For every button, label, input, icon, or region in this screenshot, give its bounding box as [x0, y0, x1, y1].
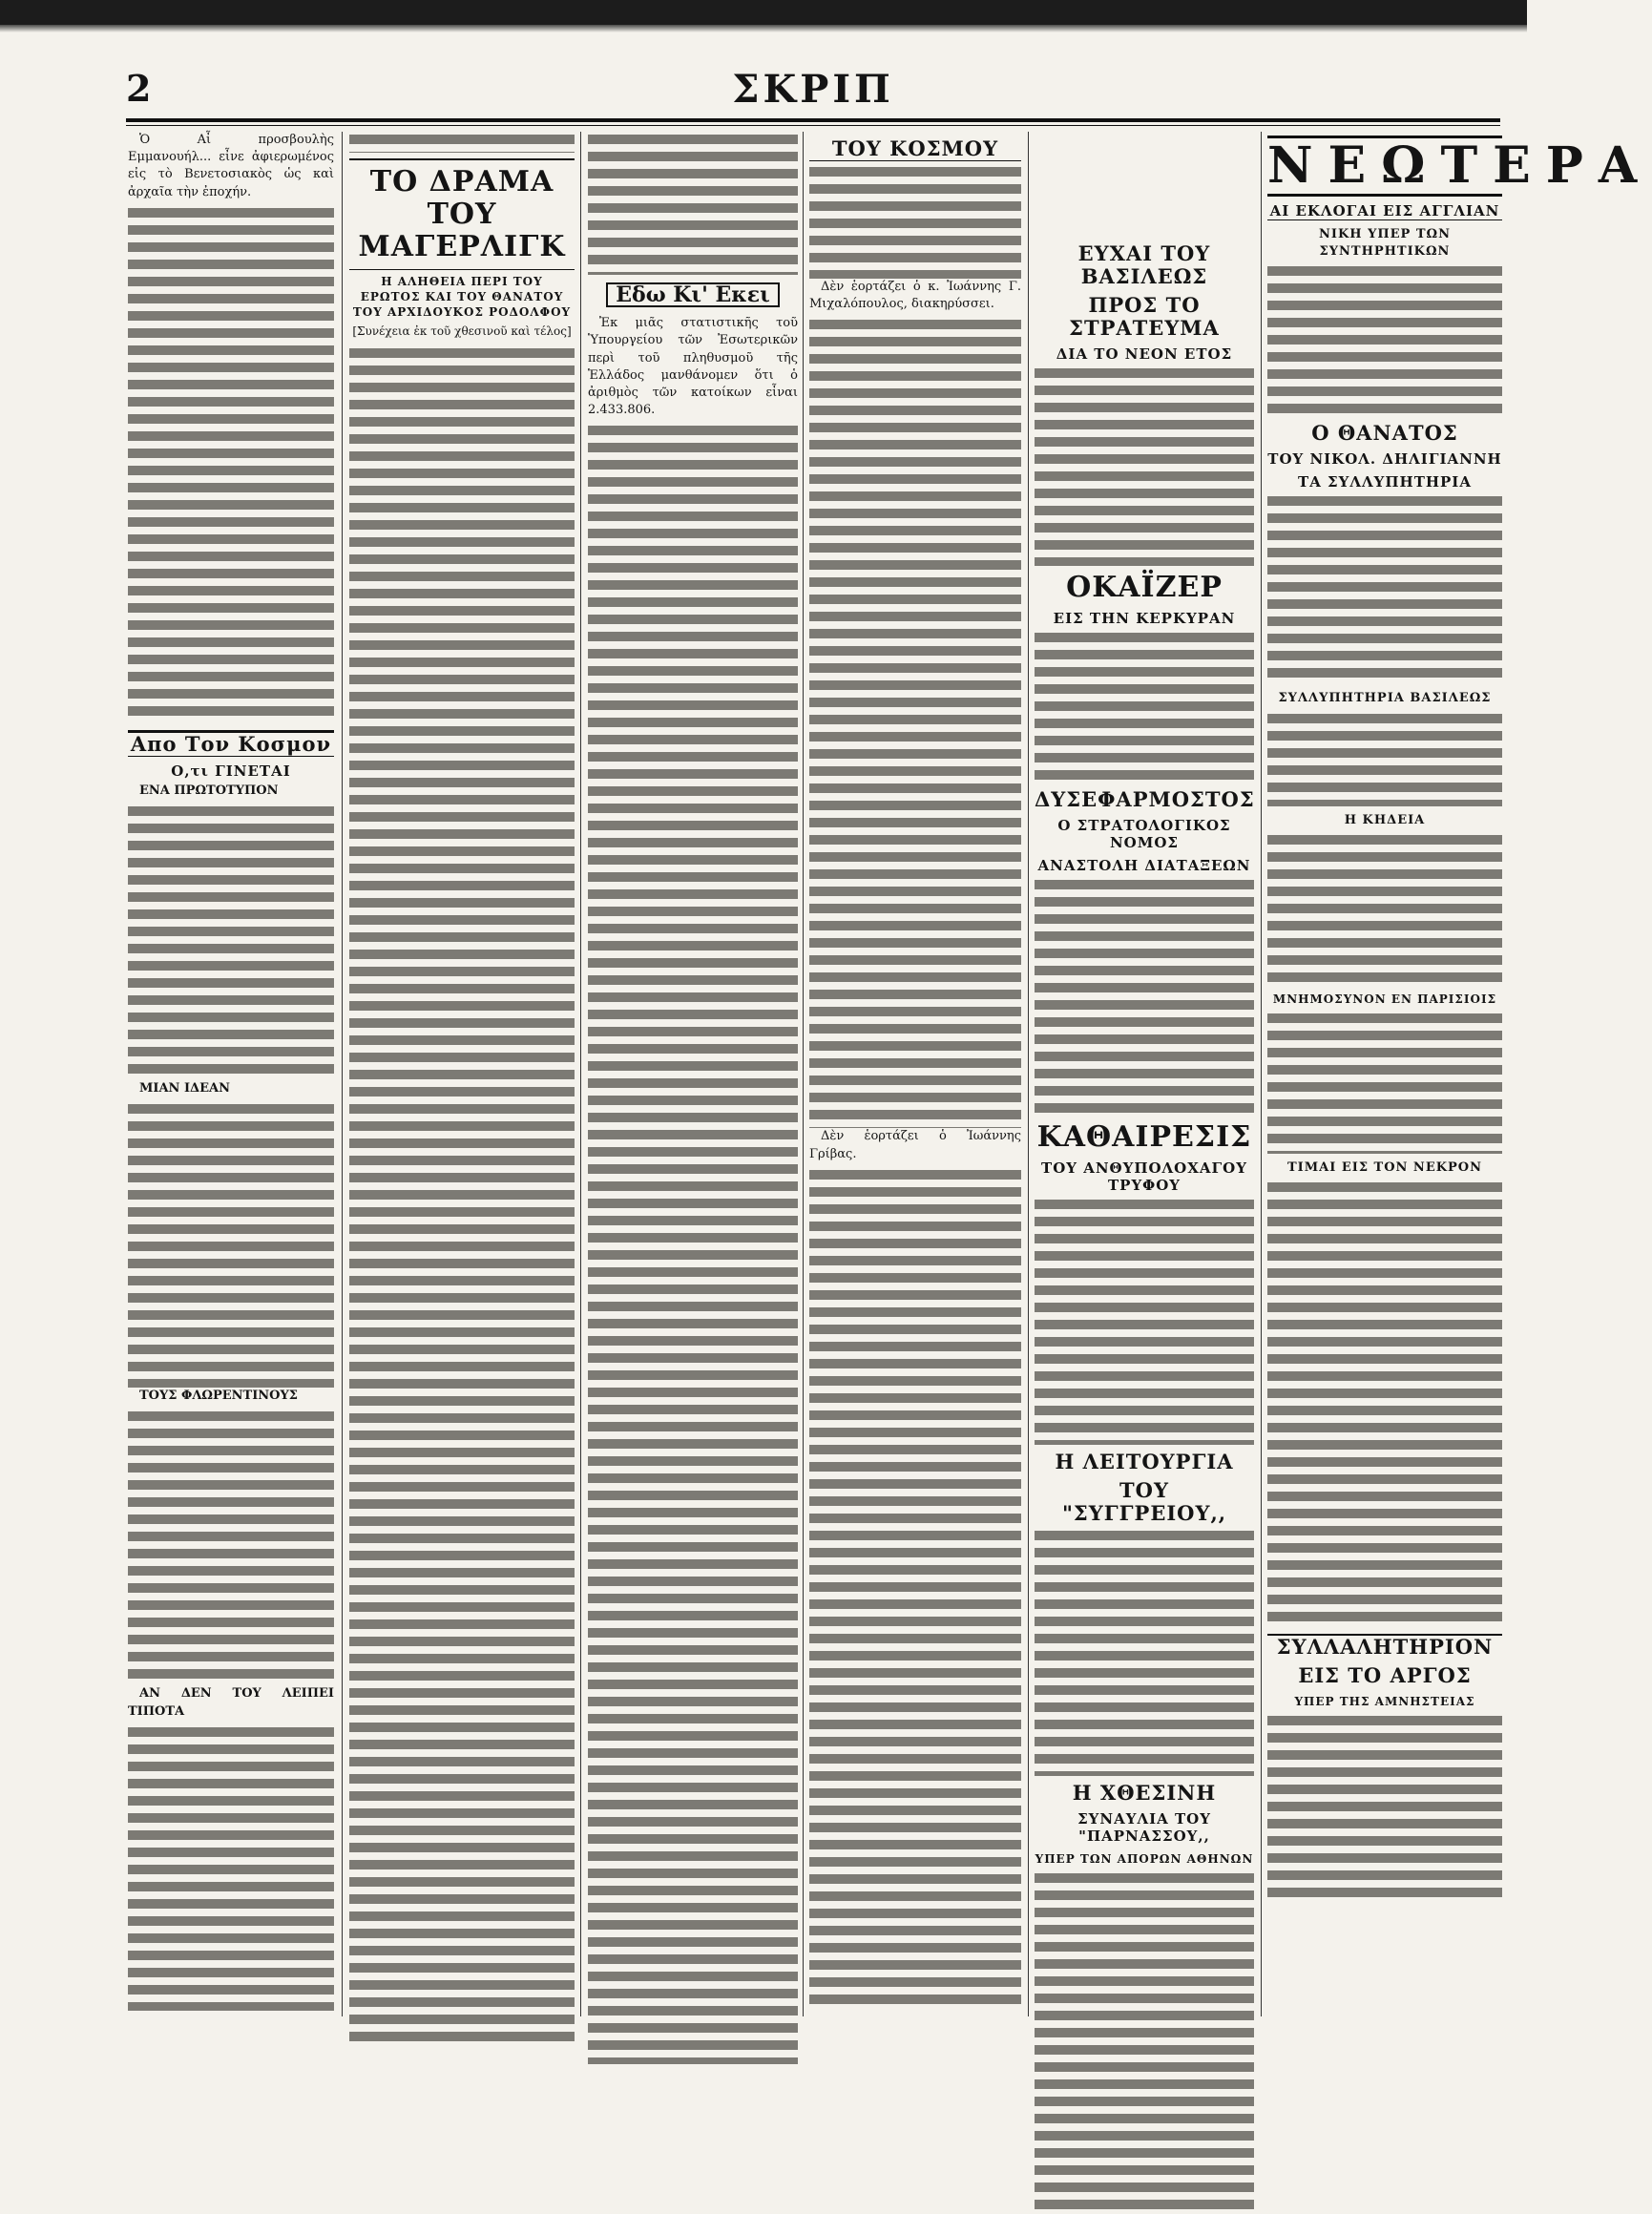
masthead-rule-thin — [126, 125, 1500, 126]
column-5 — [1035, 132, 1254, 2016]
page-number: 2 — [126, 67, 152, 110]
subheadline: ΜΝΗΜΟΣΥΝΟΝ ΕΝ ΠΑΡΙΣΙΟΙΣ — [1272, 992, 1497, 1006]
headline: ΕΥΧΑΙ ΤΟΥ ΒΑΣΙΛΕΩΣ — [1077, 241, 1211, 288]
subheadline: ΔΙΑ ΤΟ ΝΕΟΝ ΕΤΟΣ — [1056, 345, 1233, 363]
subheadline: ΤΟΥ ΑΝΘΥΠΟΛΟΧΑΓΟΥ ΤΡΥΦΟΥ — [1041, 1159, 1247, 1194]
body-text — [809, 1167, 1021, 2007]
headline: Η ΛΕΙΤΟΥΡΓΙΑ — [1055, 1450, 1234, 1473]
subheadline: Η ΚΗΔΕΙΑ — [1344, 812, 1426, 827]
news-item: Δὲν ἑορτάζει ὁ Ἰωάννης Γρίβας. — [809, 1129, 1021, 1161]
body-text — [128, 1409, 334, 1685]
continued-note: [Συνέχεια ἐκ τοῦ χθεσινοῦ καὶ τέλος] — [352, 324, 572, 338]
body-text — [1035, 366, 1254, 566]
headline: Η ΧΘΕΣΙΝΗ — [1072, 1781, 1217, 1805]
headline: ΣΥΝΑΥΛΙΑ ΤΟΥ "ΠΑΡΝΑΣΣΟΥ,, — [1077, 1810, 1211, 1845]
subheadline: ΥΠΕΡ ΤΩΝ ΑΠΟΡΩΝ ΑΘΗΝΩΝ — [1035, 1852, 1254, 1866]
headline: Ο ΣΤΡΑΤΟΛΟΓΙΚΟΣ ΝΟΜΟΣ — [1057, 817, 1231, 851]
paper-name: ΣΚΡΙΠ — [732, 67, 894, 112]
column-2 — [349, 132, 575, 2016]
body-text — [1035, 1870, 1254, 2214]
section-title: Εδω Κι' Εκει — [606, 282, 780, 307]
body-text — [1267, 263, 1502, 416]
body-text — [349, 345, 575, 2044]
body-text — [128, 205, 334, 721]
subheadline: ΣΥΛΛΥΠΗΤΗΡΙΑ ΒΑΣΙΛΕΩΣ — [1278, 691, 1492, 706]
section-banner: ΝΕΩΤΕΡΑ — [1267, 136, 1652, 195]
headline: Ο ΘΑΝΑΤΟΣ — [1311, 421, 1458, 446]
headline: ΑΙ ΕΚΛΟΓΑΙ ΕΙΣ ΑΓΓΛΙΑΝ — [1267, 202, 1502, 220]
body-text — [128, 1101, 334, 1388]
body-text — [809, 317, 1021, 1128]
article-subtitle: Η ΑΛΗΘΕΙΑ ΠΕΡΙ ΤΟΥ ΕΡΩΤΟΣ ΚΑΙ ΤΟΥ ΘΑΝΑΤΟΥ ΤΟΥ ΑΡΧΙΔΟΥΚΟΣ ΡΟΔΟΛΦΟΥ — [349, 269, 575, 320]
body-text — [349, 132, 575, 153]
article-title: ΤΟ ΔΡΑΜΑ ΤΟΥ ΜΑΓΕΡΛΙΓΚ — [349, 158, 575, 263]
body-text — [1267, 1180, 1502, 1628]
subheadline: ΤΙΜΑΙ ΕΙΣ ΤΟΝ ΝΕΚΡΟΝ — [1286, 1160, 1483, 1176]
intro-paragraph: Ὁ Αἶ προσβουλὴς Εμμανουήλ... εἶνε ἀφιερωμένος εἰς τὸ Βενετοσιακὸς ὡς καὶ ἀρχαῖα τὴν ἐποχήν. — [128, 133, 334, 199]
body-text — [1035, 1528, 1254, 1776]
subheadline: ΥΠΕΡ ΤΗΣ ΑΜΝΗΣΤΕΙΑΣ — [1294, 1695, 1475, 1709]
headline: ΟΚΑΪΖΕΡ — [1066, 571, 1223, 604]
headline: ΤΟΥ "ΣΥΓΓΡΕΙΟΥ,, — [1061, 1478, 1227, 1525]
body-text — [1267, 832, 1502, 985]
masthead — [126, 67, 1500, 122]
news-item: Δὲν ἑορτάζει ὁ κ. Ἰωάννης Γ. Μιχαλόπουλος, διακηρύσσει. — [809, 280, 1021, 312]
section-title: ΤΟΥ ΚΟΣΜΟΥ — [809, 137, 1021, 161]
subheadline: ΑΝΑΣΤΟΛΗ ΔΙΑΤΑΞΕΩΝ — [1037, 857, 1251, 874]
masthead-rule — [126, 118, 1500, 122]
column-4 — [809, 132, 1021, 2016]
subheadline: ΤΑ ΣΥΛΛΥΠΗΤΗΡΙΑ — [1298, 473, 1472, 491]
body-text — [1267, 711, 1502, 806]
body-text — [1267, 493, 1502, 684]
body-text — [1267, 1713, 1502, 1904]
column-divider — [580, 132, 581, 2016]
headline: ΕΙΣ ΤΟ ΑΡΓΟΣ — [1298, 1663, 1472, 1688]
subheadline: ΕΙΣ ΤΗΝ ΚΕΡΚΥΡΑΝ — [1053, 610, 1236, 627]
column-divider — [803, 132, 804, 2016]
column-divider — [1261, 132, 1262, 2016]
item-heading: ΤΟΥΣ ΦΛΩΡΕΝΤΙΝΟΥΣ — [139, 1389, 298, 1404]
body-text — [1035, 1197, 1254, 1445]
body-text — [588, 423, 798, 2064]
section-subtitle: Ο,τι ΓΙΝΕΤΑΙ — [171, 762, 291, 780]
body-text — [128, 1724, 334, 2011]
subheadline: ΝΙΚΗ ΥΠΕΡ ΤΩΝ ΣΥΝΤΗΡΗΤΙΚΩΝ — [1319, 227, 1451, 260]
body-text — [1267, 1011, 1502, 1154]
body-text — [1035, 877, 1254, 1116]
body-text — [128, 804, 334, 1080]
column-1 — [128, 132, 334, 2016]
headline: ΠΡΟΣ ΤΟ ΣΤΡΑΤΕΥΜΑ — [1069, 293, 1220, 340]
body-text — [809, 164, 1021, 279]
column-3 — [588, 132, 798, 2016]
lead-paragraph: Ἐκ μιᾶς στατιστικῆς τοῦ Ὑπουργείου τῶν Ἐσωτερικῶν περὶ τοῦ πληθυσμοῦ τῆς Ἑλλάδος μανθάνομεν ὅτι ὁ ἀριθμὸς τῶν κατοίκων εἶναι 2.433.806. — [588, 316, 798, 418]
headline: ΚΑΘΑΙΡΕΣΙΣ — [1036, 1120, 1252, 1154]
section-title: Απο Τον Κοσμον — [128, 730, 334, 757]
body-text — [588, 132, 798, 275]
column-divider — [1028, 132, 1029, 2016]
scan-top-bar — [0, 0, 1527, 25]
item-heading: ΜΙΑΝ ΙΔΕΑΝ — [139, 1081, 231, 1097]
headline: ΣΥΛΛΑΛΗΤΗΡΙΟΝ — [1267, 1634, 1502, 1659]
column-6 — [1267, 132, 1652, 2016]
headline: ΤΟΥ ΝΙΚΟΛ. ΔΗΛΙΓΙΑΝΝΗ — [1267, 450, 1502, 469]
item-heading: ΕΝΑ ΠΡΩΤΟΤΥΠΟΝ — [139, 783, 279, 798]
headline: ΔΥΣΕΦΑΡΜΟΣΤΟΣ — [1035, 787, 1255, 811]
column-divider — [342, 132, 343, 2016]
item-heading: ΑΝ ΔΕΝ ΤΟΥ ΛΕΙΠΕΙ ΤΙΠΟΤΑ — [128, 1686, 334, 1719]
body-text — [1035, 630, 1254, 783]
